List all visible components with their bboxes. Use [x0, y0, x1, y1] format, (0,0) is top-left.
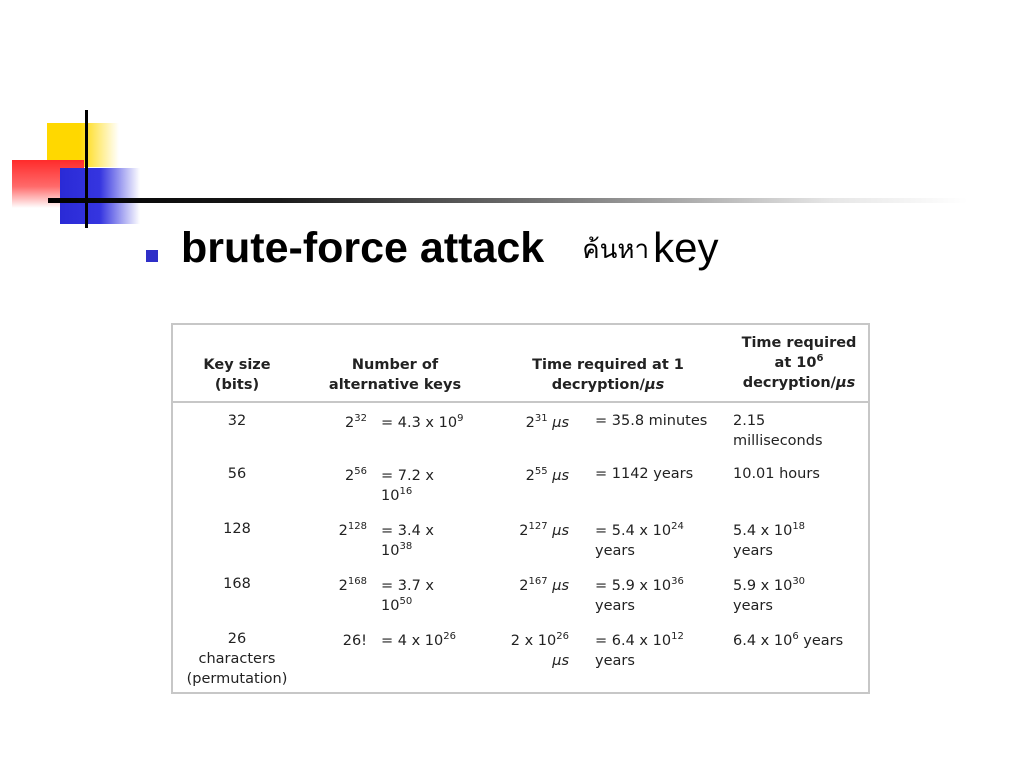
value [595, 521, 730, 541]
base: 2 [519, 523, 529, 539]
exponent: 6 [792, 631, 799, 642]
base: 2 [345, 415, 355, 431]
header-text [726, 353, 872, 373]
value: years [595, 543, 635, 559]
value: years [798, 633, 844, 649]
cell-alt-base [297, 576, 367, 596]
value: = 4 x 10 [381, 633, 444, 649]
cell-alt-base [297, 466, 367, 486]
key-size-table [171, 323, 870, 694]
header-time-6 [726, 333, 872, 393]
header-alt-keys [311, 355, 479, 395]
value: (permutation) [186, 671, 288, 687]
cell-key-size [173, 629, 301, 689]
value [381, 541, 491, 561]
mu-unit: µs [552, 523, 569, 539]
exponent: 38 [399, 541, 413, 552]
header-text: Key size [203, 357, 271, 373]
exponent: 16 [399, 486, 413, 497]
value: = 5.4 x 10 [595, 523, 672, 539]
exponent: 50 [399, 596, 413, 607]
value: = 6.4 x 10 [595, 633, 672, 649]
exponent: 56 [354, 466, 367, 477]
title-english: brute-force attack [181, 224, 545, 272]
value: years [595, 653, 635, 669]
exponent: 127 [528, 521, 548, 532]
header-time-1 [503, 355, 713, 395]
cell-t1-value [595, 521, 730, 561]
cell-t1-base [483, 466, 569, 486]
header-text: at 10 [774, 355, 817, 371]
cell-t1-value: = 1142 years [595, 466, 694, 482]
header-text: decryption/ [551, 377, 645, 393]
base: 2 [338, 523, 348, 539]
mu-unit: µs [552, 653, 569, 669]
cell-t6-value [733, 576, 869, 616]
exponent: 26 [443, 631, 456, 642]
cell-t1-base [483, 576, 569, 596]
exponent: 128 [347, 521, 367, 532]
value [733, 521, 869, 541]
exponent: 26 [556, 631, 569, 642]
cell-alt-value [381, 521, 491, 561]
title-key: key [653, 224, 719, 271]
cell-t1-value [595, 576, 730, 616]
cell-t1-base [483, 631, 569, 671]
cell-key-size: 56 [227, 466, 247, 482]
value: = 7.2 x [381, 468, 435, 484]
slide-title [181, 224, 718, 273]
cell-t6-value [733, 521, 869, 561]
cell-alt-value [381, 631, 491, 651]
value: = 3.4 x [381, 523, 435, 539]
value: years [733, 598, 773, 614]
base: 2 [525, 468, 535, 484]
value: = 4.3 x 10 [381, 415, 458, 431]
value: 5.4 x 10 [733, 523, 793, 539]
cell-alt-base: 26! [342, 633, 367, 649]
cell-t1-value [595, 631, 730, 671]
exponent: 24 [671, 521, 684, 532]
exponent: 168 [347, 576, 367, 587]
header-text: decryption/ [742, 375, 836, 391]
decor-vertical-line [85, 110, 88, 228]
value: 6.4 x 10 [733, 633, 793, 649]
cell-alt-base [297, 413, 367, 433]
header-key-size [173, 355, 301, 395]
base: 2 [345, 468, 355, 484]
exponent: 55 [534, 466, 548, 477]
value [483, 651, 569, 671]
header-text: Time required at 1 [532, 357, 684, 373]
cell-alt-base [297, 521, 367, 541]
mu-unit: µs [552, 415, 569, 431]
value: years [595, 598, 635, 614]
cell-t1-base [483, 521, 569, 541]
value: characters [198, 651, 276, 667]
cell-key-size: 32 [227, 413, 247, 429]
base: 2 [525, 415, 535, 431]
decor-horizontal-rule [48, 198, 968, 203]
value [733, 576, 869, 596]
exponent: 12 [671, 631, 684, 642]
exponent: 32 [354, 413, 367, 424]
header-divider [173, 401, 868, 403]
mu-unit: µs [835, 375, 856, 391]
title-thai: ค้นหา [582, 235, 650, 265]
value: 10 [381, 543, 400, 559]
value: 10 [381, 598, 400, 614]
value: = 3.7 x [381, 578, 435, 594]
cell-alt-value [381, 413, 491, 433]
header-text [726, 373, 872, 393]
cell-t6-value [733, 631, 869, 651]
value: 26 [227, 631, 247, 647]
cell-key-size: 168 [223, 576, 251, 592]
header-text: Time required [741, 335, 857, 351]
header-text: Number of [351, 357, 439, 373]
bullet-icon [146, 250, 158, 262]
value: years [733, 543, 773, 559]
cell-key-size: 128 [223, 521, 251, 537]
mu-unit: µs [552, 468, 569, 484]
value [381, 486, 491, 506]
value: = 5.9 x 10 [595, 578, 672, 594]
base: 2 x 10 [510, 633, 557, 649]
decor-blue-square [60, 168, 140, 224]
exponent: 30 [792, 576, 806, 587]
cell-t6-value [733, 411, 869, 451]
exponent: 36 [671, 576, 684, 587]
exponent: 31 [534, 413, 548, 424]
header-text: alternative keys [328, 377, 462, 393]
cell-t6-value: 10.01 hours [733, 466, 820, 482]
value [483, 631, 569, 651]
exponent: 18 [792, 521, 806, 532]
mu-unit: µs [644, 377, 665, 393]
value [381, 596, 491, 616]
base: 2 [338, 578, 348, 594]
base: 2 [519, 578, 529, 594]
header-text [503, 375, 713, 395]
value: 5.9 x 10 [733, 578, 793, 594]
cell-t1-base [483, 413, 569, 433]
cell-alt-value [381, 466, 491, 506]
header-text: (bits) [214, 377, 260, 393]
value [595, 576, 730, 596]
value: 2.15 [733, 413, 766, 429]
exponent: 167 [528, 576, 548, 587]
value [595, 631, 730, 651]
value: milliseconds [733, 433, 823, 449]
exponent: 9 [457, 413, 464, 424]
exponent: 6 [816, 353, 824, 364]
cell-t1-value: = 35.8 minutes [595, 413, 708, 429]
cell-alt-value [381, 576, 491, 616]
value: 10 [381, 488, 400, 504]
mu-unit: µs [552, 578, 569, 594]
